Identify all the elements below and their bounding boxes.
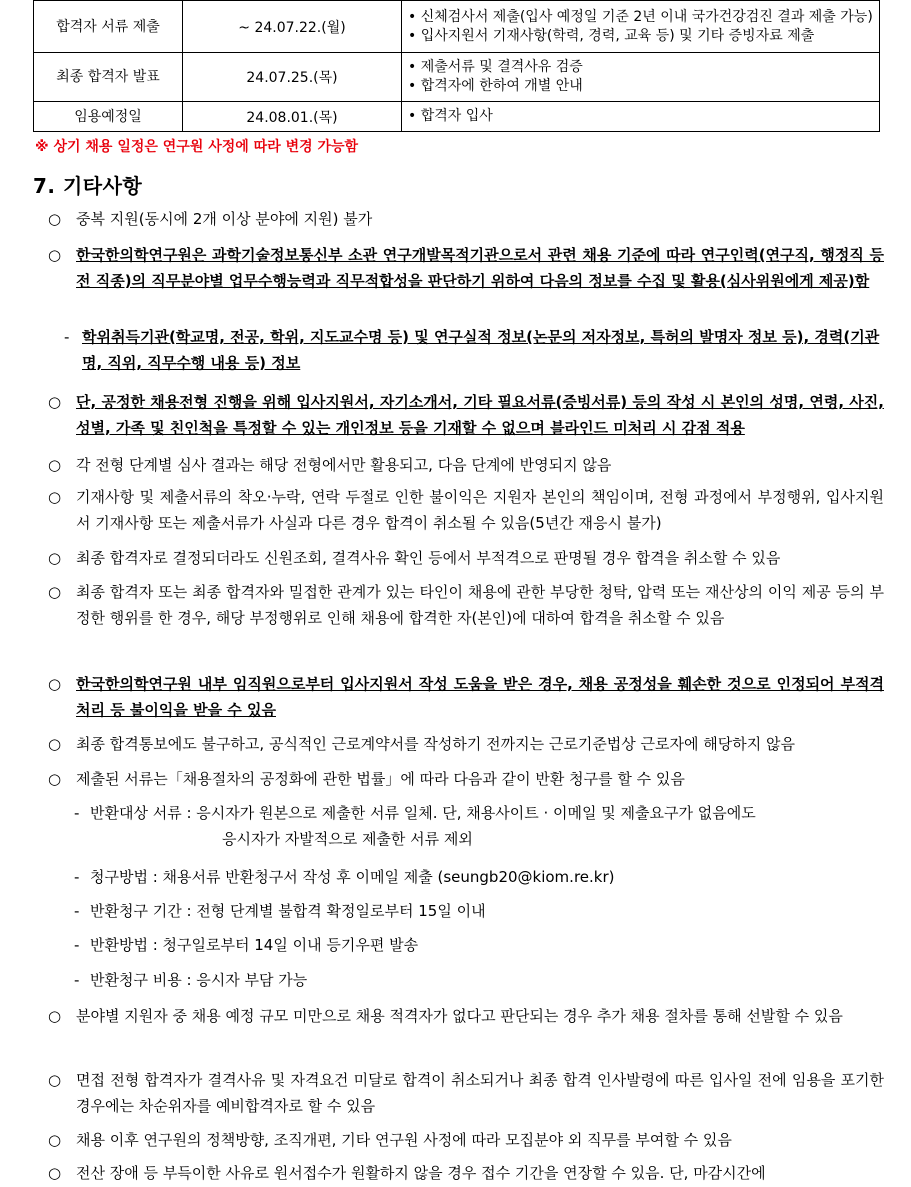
circle-bullet-icon: ○ (48, 393, 62, 411)
circle-bullet-icon: ○ (48, 1131, 62, 1149)
schedule-notes (402, 53, 880, 102)
schedule-label: 합격자 서류 제출 (34, 1, 183, 53)
dash-marker: - (64, 328, 70, 346)
circle-bullet-icon: ○ (48, 246, 62, 264)
list-item: ○ 한국한의학연구원 내부 임직원으로부터 입사지원서 작성 도움을 받은 경우, 채용 공정성을 훼손한 것으로 인정되어 부적격 처리 등 불이익을 받을 수 있음 (48, 671, 884, 723)
return-target: - 반환대상 서류 : 응시자가 원본으로 제출한 서류 일체. 단, 채용사이트 · 이메일 및 제출요구가 없음에도 응시자가 자발적으로 제출한 서류 제외 (74, 800, 884, 852)
return-cost: - 반환청구 비용 : 응시자 부담 가능 (74, 967, 884, 993)
dash-marker: - (74, 902, 80, 920)
circle-bullet-icon: ○ (48, 770, 62, 788)
table-row (34, 102, 880, 132)
list-item: ○ 분야별 지원자 중 채용 예정 규모 미만으로 채용 적격자가 없다고 판단되는 경우 추가 채용 절차를 통해 선발할 수 있음 (48, 1003, 884, 1029)
list-item: ○ 최종 합격통보에도 불구하고, 공식적인 근로계약서를 작성하기 전까지는 근로기준법상 근로자에 해당하지 않음 (48, 731, 884, 757)
circle-bullet-icon: ○ (48, 456, 62, 474)
schedule-label: 최종 합격자 발표 (34, 53, 183, 102)
note-line: • 합격자 입사 (408, 108, 493, 124)
circle-bullet-icon: ○ (48, 1071, 62, 1089)
circle-bullet-icon: ○ (48, 1007, 62, 1025)
circle-bullet-icon: ○ (48, 210, 62, 228)
table-row (34, 1, 880, 53)
list-item: ○ 중복 지원(동시에 2개 이상 분야에 지원) 불가 (48, 206, 884, 232)
schedule-date: ~ 24.07.22.(월) (183, 1, 402, 53)
table-row (34, 53, 880, 102)
list-item: ○ 채용 이후 연구원의 정책방향, 조직개편, 기타 연구원 사정에 따라 모집분야 외 직무를 부여할 수 있음 (48, 1127, 884, 1153)
dash-marker: - (74, 804, 80, 822)
list-item: ○ 각 전형 단계별 심사 결과는 해당 전형에서만 활용되고, 다음 단계에 반영되지 않음 (48, 452, 884, 478)
dash-marker: - (74, 868, 80, 886)
schedule-notes (402, 1, 880, 53)
list-item: ○ 전산 장애 등 부득이한 사유로 원서접수가 원활하지 않을 경우 접수 기간을 연장할 수 있음. 단, 마감시간에 (48, 1160, 884, 1186)
circle-bullet-icon: ○ (48, 549, 62, 567)
schedule-date: 24.08.01.(목) (183, 102, 402, 132)
note-line: • 신체검사서 제출(입사 예정일 기준 2년 이내 국가건강검진 결과 제출 가능) (408, 8, 873, 25)
list-item: ○ 최종 합격자로 결정되더라도 신원조회, 결격사유 확인 등에서 부적격으로 판명될 경우 합격을 취소할 수 있음 (48, 545, 884, 571)
list-item: ○ 기재사항 및 제출서류의 착오·누락, 연락 두절로 인한 불이익은 지원자 본인의 책임이며, 전형 과정에서 부정행위, 입사지원서 기재사항 또는 제출서류가 사실과 다른 경우 합격이 취소될 수 있음(5년간 재응시 불가) (48, 484, 884, 536)
dash-marker: - (74, 971, 80, 989)
list-item: ○ 단, 공정한 채용전형 진행을 위해 입사지원서, 자기소개서, 기타 필요서류(증빙서류) 등의 작성 시 본인의 성명, 연령, 사진, 성별, 가족 및 친인척을 특정할 수 있는 개인정보 등을 기재할 수 없으며 블라인드 미처리 시 감점 적용 (48, 389, 884, 441)
circle-bullet-icon: ○ (48, 1164, 62, 1182)
dash-marker: - (74, 936, 80, 954)
schedule-notes (402, 102, 880, 132)
return-method: - 청구방법 : 채용서류 반환청구서 작성 후 이메일 제출 (seungb20@kiom.re.kr) (74, 864, 884, 890)
list-item: ○ 최종 합격자 또는 최종 합격자와 밀접한 관계가 있는 타인이 채용에 관한 부당한 청탁, 압력 또는 재산상의 이익 제공 등의 부정한 행위를 한 경우, 해당 부정행위로 인해 채용에 합격한 자(본인)에 대하여 합격을 취소할 수 있음 (48, 579, 884, 631)
return-period: - 반환청구 기간 : 전형 단계별 불합격 확정일로부터 15일 이내 (74, 898, 884, 924)
list-item: ○ 면접 전형 합격자가 결격사유 및 자격요건 미달로 합격이 취소되거나 최종 합격 인사발령에 따른 입사일 전에 임용을 포기한 경우에는 차순위자를 예비합격자로 할 수 있음 (48, 1067, 884, 1119)
schedule-label: 임용예정일 (34, 102, 183, 132)
note-line: • 입사지원서 기재사항(학력, 경력, 교육 등) 및 기타 증빙자료 제출 (408, 27, 815, 44)
schedule-note: ※ 상기 채용 일정은 연구원 사정에 따라 변경 가능함 (35, 139, 359, 155)
list-item: ○ 제출된 서류는「채용절차의 공정화에 관한 법률」에 따라 다음과 같이 반환 청구를 할 수 있음 (48, 766, 884, 792)
schedule-table (33, 0, 880, 132)
circle-bullet-icon: ○ (48, 583, 62, 601)
note-line: • 합격자에 한하여 개별 안내 (408, 78, 583, 94)
circle-bullet-icon: ○ (48, 488, 62, 506)
section-title: 7. 기타사항 (33, 174, 143, 198)
circle-bullet-icon: ○ (48, 675, 62, 693)
list-item: - 학위취득기관(학교명, 전공, 학위, 지도교수명 등) 및 연구실적 정보(논문의 저자정보, 특허의 발명자 정보 등), 경력(기관명, 직위, 직무수행 내용 등) 정보 (64, 324, 884, 376)
return-way: - 반환방법 : 청구일로부터 14일 이내 등기우편 발송 (74, 932, 884, 958)
list-item: ○ 한국한의학연구원은 과학기술정보통신부 소관 연구개발목적기관으로서 관련 채용 기준에 따라 연구인력(연구직, 행정직 등 전 직종)의 직무분야별 업무수행능력과 직무적합성을 판단하기 위하여 다음의 정보를 수집 및 활용(심사위원에게 제공)함 (48, 242, 884, 294)
note-line: • 제출서류 및 결격사유 검증 (408, 59, 583, 75)
schedule-date: 24.07.25.(목) (183, 53, 402, 102)
circle-bullet-icon: ○ (48, 735, 62, 753)
